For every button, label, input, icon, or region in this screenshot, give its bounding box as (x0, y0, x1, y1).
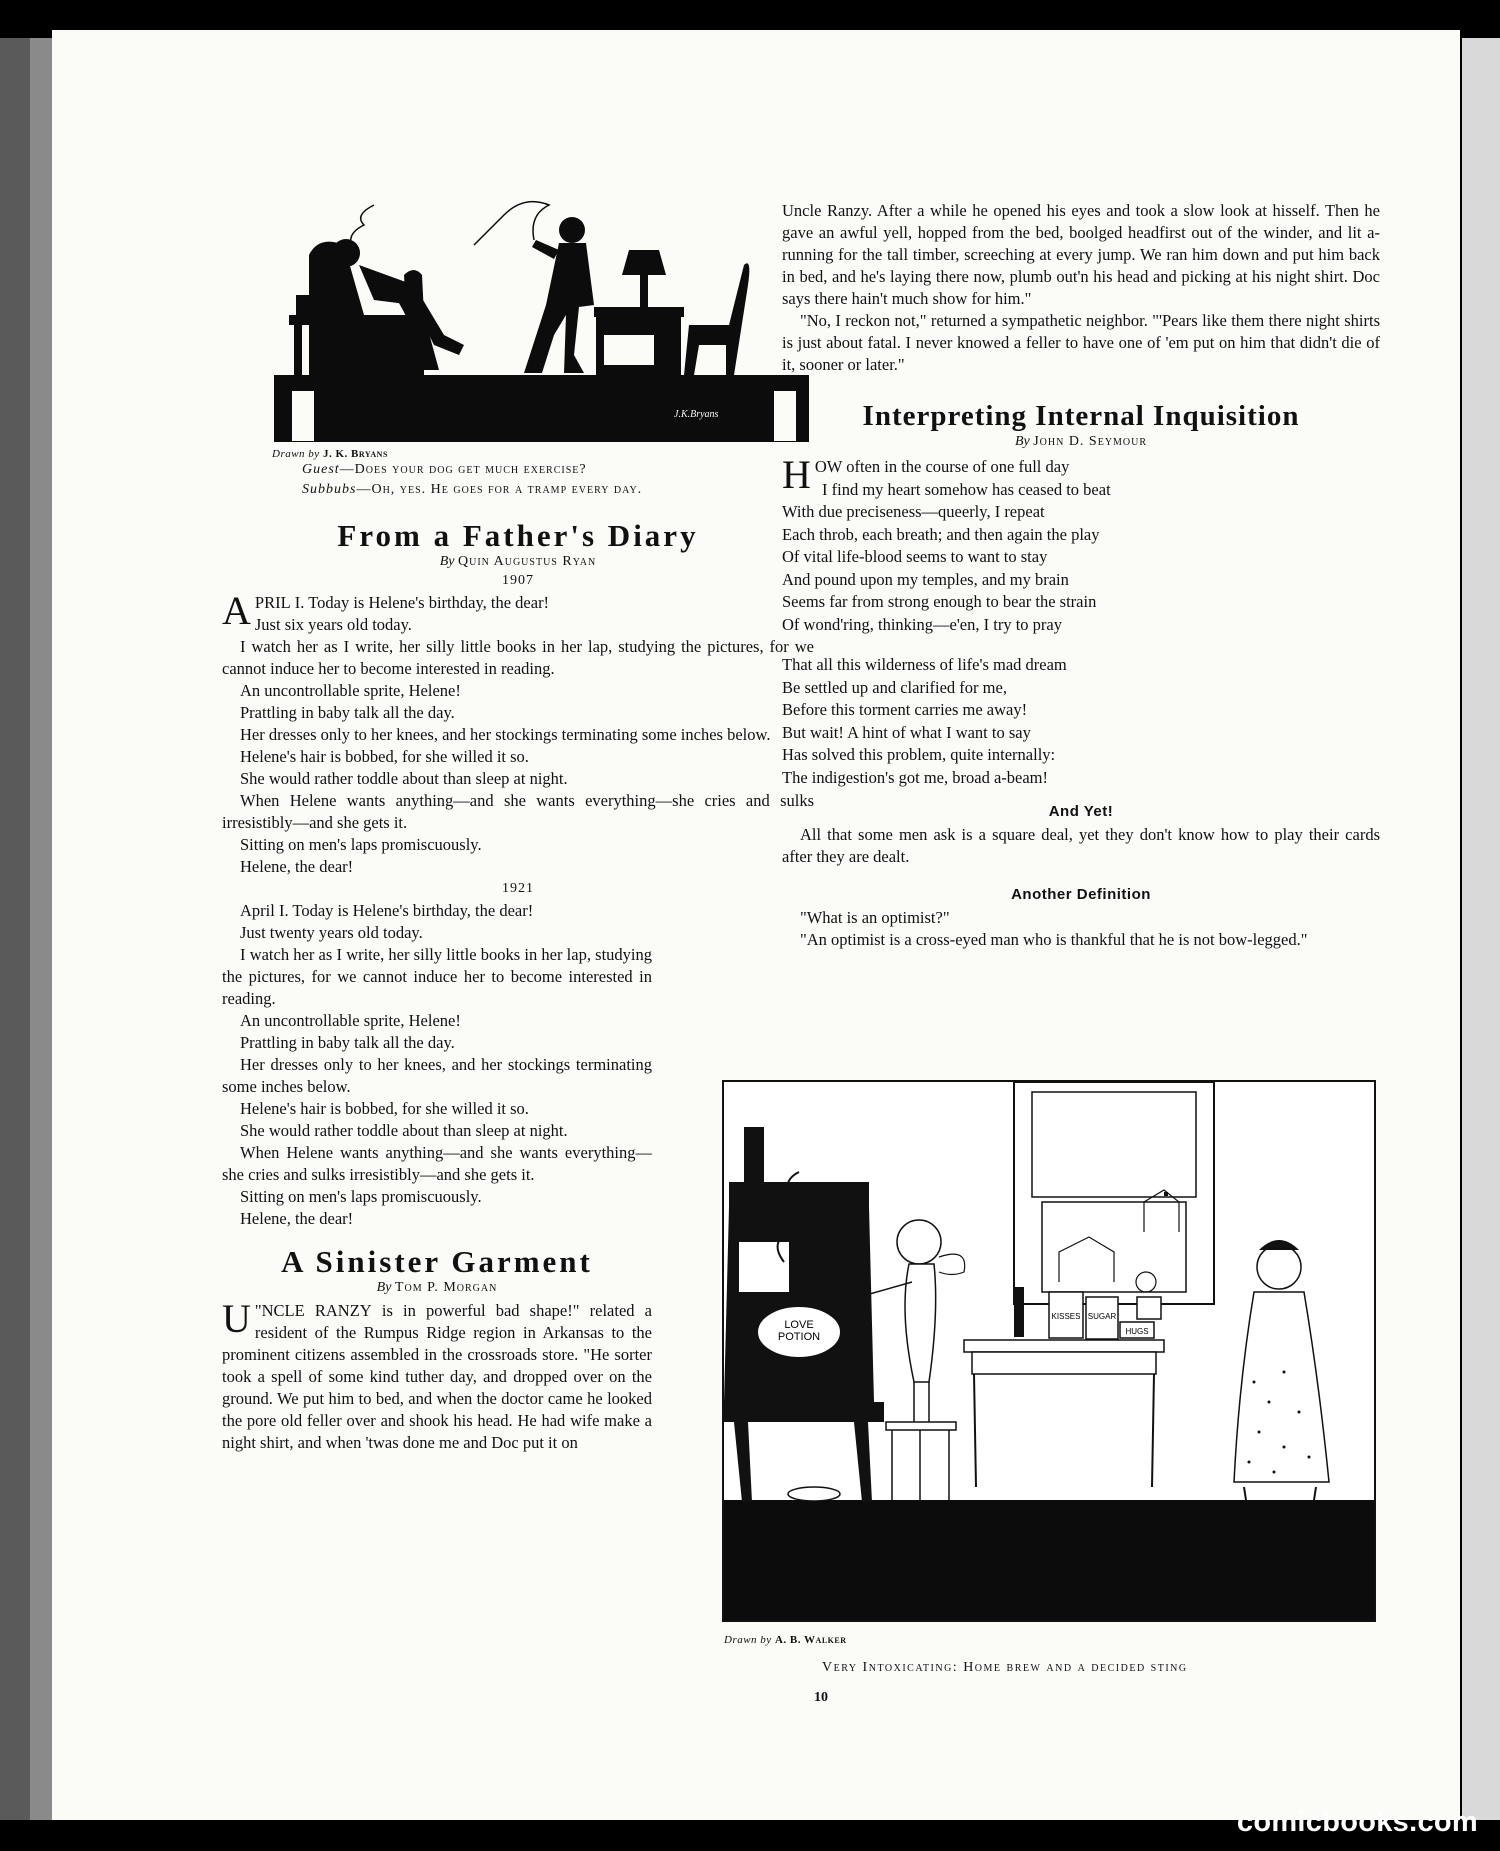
next-page-edge (1462, 38, 1500, 1820)
poem-line: But wait! A hint of what I want to say (782, 722, 1031, 742)
diary-1921-line: Her dresses only to her knees, and her stockings terminating some inches below. (222, 1055, 652, 1096)
diary-1907-line: When Helene wants anything—and she wants everything—she cries and sulks irresistibly—and she gets it. (222, 791, 814, 832)
poem-line: Of vital life-blood seems to want to stay (782, 547, 1048, 566)
jar-label-kisses: KISSES (1051, 1312, 1081, 1321)
site-watermark: comicbooks.com (1236, 1806, 1478, 1838)
inquisition-title: Interpreting Internal Inquisition (862, 400, 1300, 432)
diary-1921-line: When Helene wants anything—and she wants everything—she cries and sulks irresistibly—and she gets it. (222, 1143, 652, 1184)
poem-line: Of wond'ring, thinking—e'en, I try to pray (782, 614, 1062, 634)
sinister-garment-title: A Sinister Garment (281, 1244, 593, 1279)
year-1907: 1907 (502, 573, 534, 588)
diary-1921-line: Helene, the dear! (240, 1209, 354, 1228)
page-edge (30, 38, 52, 1820)
bottom-illustration-caption: Very Intoxicating: Home brew and a decided sting (822, 1660, 1188, 1675)
sinister-garment-body-left: U "NCLE RANZY is in powerful bad shape!" related a resident of the Rumpus Ridge region in Arkansas to the prominent citizens assembled in the crossroads store. "He sorter took a spell of some kind tuther day, and dropped over on the ground. We put him to bed, and when the doctor came he looked the pore old feller over and shook his head. He had wife make a night shirt, and when 'twas done me and Doc put it on (222, 1296, 652, 1452)
pot-label-love: LOVE (784, 1319, 814, 1331)
poem-line: Each throb, each breath; and then again the play (782, 524, 1100, 544)
diary-1921-line: Prattling in baby talk all the day. (240, 1033, 455, 1052)
diary-1907-line: Helene, the dear! (240, 857, 354, 876)
poem-line: With due preciseness—queerly, I repeat (782, 502, 1045, 521)
inquisition-byline: By John D. Seymour (1014, 434, 1148, 449)
diary-1921-line: Helene's hair is bobbed, for she willed it so. (240, 1099, 529, 1118)
inquisition-poem (782, 452, 1380, 789)
diary-1907-line: Prattling in baby talk all the day. (240, 703, 455, 722)
father-diary-title: From a Father's Diary (337, 518, 699, 553)
right-column (782, 200, 1380, 951)
diary-1907-section (222, 588, 814, 878)
diary-1921-section (222, 900, 652, 1230)
top-illustration-caption: Guest—Does your dog get much exercise? Subbubs—Oh, yes. He goes for a tramp every day. (302, 462, 643, 497)
diary-1907-line: Her dresses only to her knees, and her stockings terminating some inches below. (240, 725, 771, 744)
poem-first-line: HOW often in the course of one full day (782, 452, 1070, 497)
poem-line: Be settled up and clarified for me, (782, 677, 1007, 697)
stanza-gap (782, 636, 1380, 654)
poem-line: That all this wilderness of life's mad dream (782, 655, 1067, 674)
silhouette-drawing (274, 195, 809, 442)
sinister-garment-ending: "No, I reckon not," returned a sympathetic neighbor. "'Pears like them there night shirts is just about fatal. I never knowed a feller to have one of 'em put on him that didn't die of it, sooner or later." (782, 311, 1380, 374)
svg-text:J.K.Bryans: J.K.Bryans (674, 409, 719, 420)
diary-1907-line: Just six years old today. (254, 615, 412, 634)
diary-1921-line: She would rather toddle about than sleep at night. (240, 1121, 568, 1140)
diary-1907-line: I watch her as I write, her silly little books in her lap, studying the pictures, for we cannot induce her to become interested in reading. (222, 637, 814, 678)
definition-question: "What is an optimist?" (800, 908, 950, 927)
jar-label-sugar: SUGAR (1087, 1312, 1117, 1321)
poem-line: Seems far from strong enough to bear the strain (782, 592, 1097, 611)
poem-line: Has solved this problem, quite internally: (782, 745, 1056, 764)
diary-1907-line: She would rather toddle about than sleep at night. (240, 769, 568, 788)
diary-1907-opening: APRIL I. Today is Helene's birthday, the dear! (222, 588, 550, 633)
poem-line: The indigestion's got me, broad a-beam! (782, 767, 1048, 787)
diary-1921-line: Sitting on men's laps promiscuously. (240, 1187, 482, 1206)
diary-1907-line: Sitting on men's laps promiscuously. (240, 835, 482, 854)
sinister-garment-byline: By Tom P. Morgan (376, 1280, 498, 1295)
page-number: 10 (814, 1690, 828, 1705)
book-spine-left (0, 38, 58, 1820)
definition-answer: "An optimist is a cross-eyed man who is thankful that he is not bow-legged." (800, 930, 1308, 949)
magazine-page (52, 30, 1460, 1820)
and-yet-title: And Yet! (1048, 803, 1114, 820)
diary-1907-line: Helene's hair is bobbed, for she willed it so. (240, 747, 529, 766)
definition-title: Another Definition (1011, 886, 1151, 903)
diary-1921-line: I watch her as I write, her silly little books in her lap, studying the pictures, for we cannot induce her to become interested in reading. (222, 945, 652, 1008)
diary-1921-line: Just twenty years old today. (240, 923, 423, 942)
top-illustration-credit: Drawn by J. K. Bryans (272, 448, 388, 460)
bottom-illustration-credit: Drawn by A. B. Walker (724, 1634, 847, 1646)
poem-line: Before this torment carries me away! (782, 700, 1028, 719)
cupid-kitchen-illustration (722, 1080, 1376, 1622)
diary-1921-line: An uncontrollable sprite, Helene! (240, 1011, 461, 1030)
box-label-hugs: HUGS (1125, 1327, 1149, 1336)
and-yet-text: All that some men ask is a square deal, yet they don't know how to play their cards after they are dealt. (782, 825, 1380, 866)
silhouette-illustration (274, 195, 809, 442)
poem-line: I find my heart somehow has ceased to beat (822, 479, 1111, 499)
pot-label-potion: POTION (777, 1331, 821, 1343)
kitchen-drawing (724, 1082, 1374, 1620)
father-diary-byline: By Quin Augustus Ryan (439, 554, 597, 569)
year-1921: 1921 (502, 881, 534, 896)
poem-line: And pound upon my temples, and my brain (782, 569, 1069, 589)
diary-1907-line: An uncontrollable sprite, Helene! (240, 681, 461, 700)
diary-1921-line: April I. Today is Helene's birthday, the dear! (240, 901, 534, 920)
sinister-garment-body-right: Uncle Ranzy. After a while he opened his eyes and took a slow look at hisself. Then he gave an awful yell, hopped from the bed, boolged headfirst out of the winder, and lit a-running for the tall timber, screeching at every jump. We ran him down and put him back in bed, and he's laying there now, plumb out'n his head and picking at his night shirt. Doc says there hain't much show for him." (782, 201, 1380, 308)
